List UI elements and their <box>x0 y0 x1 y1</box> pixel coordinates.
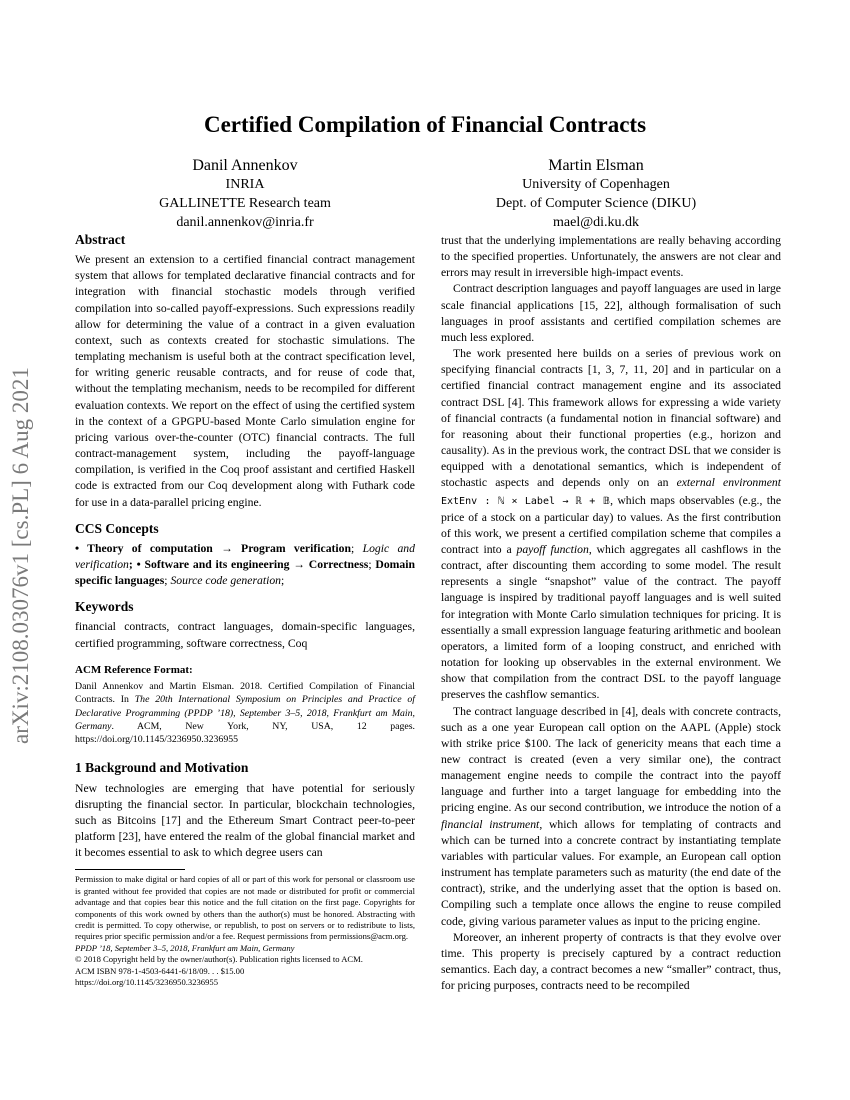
acm-reference-text: Danil Annenkov and Martin Elsman. 2018. Certified Compilation of Financial Contracts. In The 20th International Symposium on Principles and Practice of Declarative Programming (PPDP ’18), September 3–5, 2018, Frankfurt am Main, Germany. ACM, New York, NY, USA, 12 pages. https://doi.org/10.1145/3236950.3236955 <box>75 680 415 746</box>
paragraph: The work presented here builds on a series of previous work on specifying financial contracts [1, 3, 7, 11, 20] and in particular on a certified financial contract management engine and its associated contract DSL [4]. This framework allows for expressing a wide variety of financial contracts (a fundamental notion in financial software) and for reasoning about their functional properties (e.g., horizon and causality). As in the previous work, the contract DSL that we consider is equipped with a denotational semantics, which is independent of stochastic aspects and depends only on an external environment ExtEnv : ℕ × Label → ℝ + 𝔹, which maps observables (e.g., the price of a stock on a particular day) to values. As the first contribution of this work, we present a certified compilation scheme that compiles a contract into a payoff function, which aggregates all cashflows in the contract, after discounting them according to some model. The result represents a single “snapshot” value of the contract. The payoff language is inspired by traditional payoff languages and is well suited for integration with Monte Carlo simulation techniques for pricing. It is essentially a small expression language featuring arithmetic and boolean operators, a limited form of a looping construct, and enriched with notation for looking up observables in the external environment. We show that compilation from the contract DSL to the payoff language preserves the cashflow semantics. <box>441 347 782 702</box>
footnote-rule <box>75 869 185 870</box>
author-affiliation: University of Copenhagen <box>522 177 670 192</box>
ccs-heading: CCS Concepts <box>75 520 159 536</box>
section-heading: 1 Background and Motivation <box>75 760 249 776</box>
acm-reference-heading: ACM Reference Format: <box>75 663 193 676</box>
permission-notice: Permission to make digital or hard copies of all or part of this work for personal or classroom use is granted without fee provided that copies are not made or distributed for profit or commercial advantage and that copies bear this notice and the full citation on the first page. Copyrights for components of this work owned by others than the author(s) must be honored. Abstracting with credit is permitted. To copy otherwise, or republish, to post on servers or to redistribute to lists, requires prior specific permission and/or a fee. Request permissions from permissions@acm.org. <box>75 874 415 942</box>
keywords-text: financial contracts, contract languages, domain-specific languages, certified programming, software correctness, Coq <box>75 620 415 650</box>
author-affiliation: Dept. of Computer Science (DIKU) <box>495 196 697 211</box>
author-block-1 <box>75 156 415 232</box>
keywords-heading: Keywords <box>75 599 134 615</box>
left-column <box>75 232 415 988</box>
author-block-2 <box>426 156 766 232</box>
venue-line: PPDP ’18, September 3–5, 2018, Frankfurt am Main, Germany <box>75 942 295 953</box>
paragraph: Contract description languages and payoff languages are used in large scale financial applications [15, 22], although formalisation of such languages in proof assistants and certified compilation schemes are much less explored. <box>441 282 781 344</box>
paragraph: trust that the underlying implementations are really behaving according to the specified properties. Unfortunately, the answers are not clear and errors may result in irreversible high-impact events. <box>441 234 781 280</box>
arxiv-sidebar <box>8 0 38 1100</box>
ccs-concepts: • Theory of computation → Program verification; Logic and verification; • Software and its engineering → Correctness; Domain specific languages; Source code generation; <box>75 541 415 588</box>
author-affiliation: INRIA <box>225 177 265 192</box>
author-affiliation: GALLINETTE Research team <box>159 196 331 211</box>
copyright-line: © 2018 Copyright held by the owner/author(s). Publication rights licensed to ACM. <box>75 954 363 965</box>
author-name: Martin Elsman <box>548 157 644 174</box>
arxiv-identifier: arXiv:2108.03076v1 [cs.PL] 6 Aug 2021 <box>8 367 33 744</box>
doi-line: https://doi.org/10.1145/3236950.3236955 <box>75 976 218 987</box>
isbn-line: ACM ISBN 978-1-4503-6441-6/18/09. . . $15.00 <box>75 965 245 976</box>
right-column <box>441 233 781 994</box>
paper-title: Certified Compilation of Financial Contracts <box>203 112 647 137</box>
paragraph: Moreover, an inherent property of contracts is that they evolve over time. This property is precisely captured by a contract reduction semantics. Each day, a contract becomes a new “smaller” contract, thus, for pricing purposes, contracts need to be recompiled <box>441 930 781 993</box>
author-email: mael@di.ku.dk <box>553 215 639 230</box>
author-email: danil.annenkov@inria.fr <box>176 215 314 230</box>
paragraph: The contract language described in [4], deals with concrete contracts, such as a one year European call option on the AAPL (Apple) stock with strike price $100. The lack of genericity means that each time a new contract is created (even a very similar one), the contract management engine needs to compile the contract into the payoff language and further into a target language for embedding into the pricing engine. As our second contribution, we introduce the notion of a financial instrument, which allows for templating of contracts and which can be turned into a concrete contract by instantiating template variables with particular values. For example, an European call option instrument has template parameters such as maturity (the end date of the contract), strike, and the underlying asset that the option is based on. Compiling such a template once allows the engine to reuse compiled code, giving various parameter values as input to the pricing engine. <box>441 704 781 928</box>
abstract-text: We present an extension to a certified financial contract management system that allows for templated declarative financial contracts and for integration with financial stochastic models through verified compilation into so-called payoff-expressions. Such expressions readily allow for determining the value of a contract in a given evaluation context, such as contexts created for stochastic simulations. The templating mechanism is useful both at the contract specification level, for writing generic reusable contracts, and for reuse of code that, without the templating mechanism, needs to be recompiled for different evaluation contexts. We report on the effect of using the certified system in the context of a GPGPU-based Monte Carlo simulation engine for pricing various over-the-counter (OTC) financial contracts. The full contract-management system, including the payoff-language compilation, is verified in the Coq proof assistant and certified Haskell code is extracted from our Coq development along with Futhark code for use in a data-parallel pricing engine. <box>75 253 415 509</box>
abstract-heading: Abstract <box>75 232 126 247</box>
section-body: New technologies are emerging that have potential for seriously disrupting the financial sector. In particular, blockchain technologies, such as Bitcoins [17] and the Ethereum Smart Contract peer-to-peer platform [23], have entered the realm of the global financial market and it becomes essential to ask to which degree users can <box>75 781 415 860</box>
author-name: Danil Annenkov <box>192 157 298 174</box>
